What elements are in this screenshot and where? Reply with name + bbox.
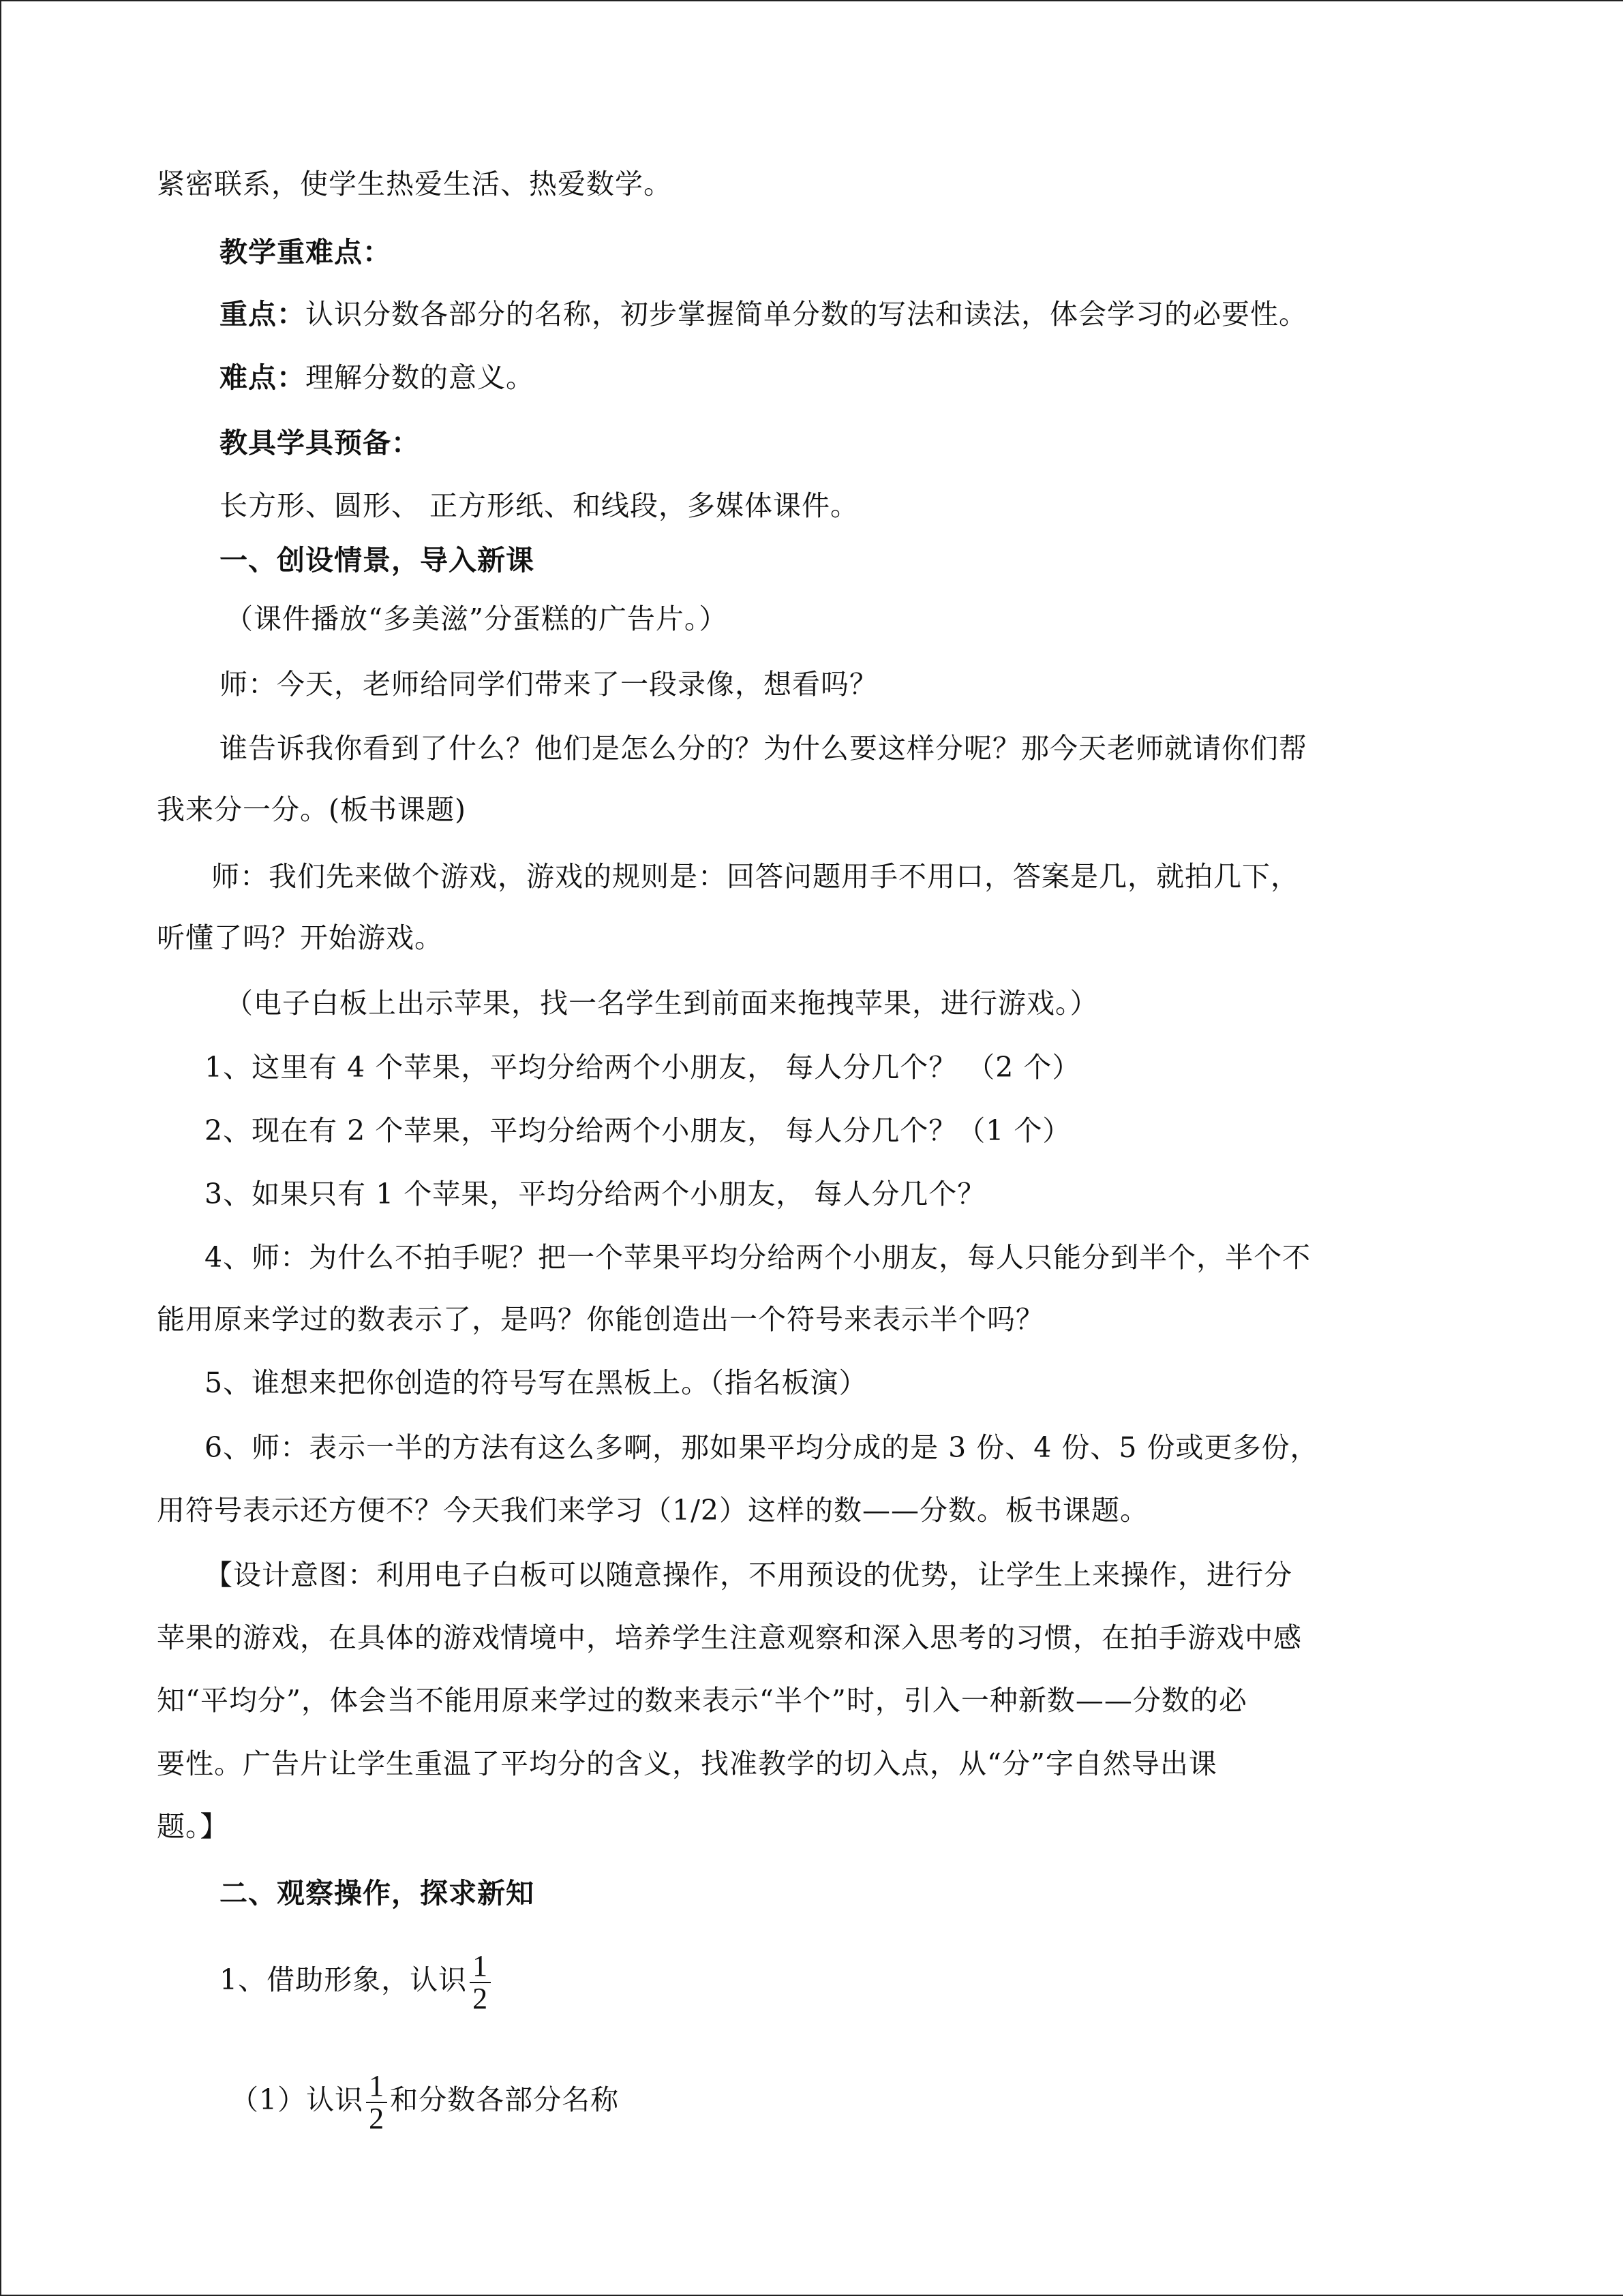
text-line: 能用原来学过的数表示了，是吗？你能创造出一个符号来表示半个吗？ [157, 1303, 1044, 1336]
design-intent-line: 要性。广告片让学生重温了平均分的含义，找准教学的切入点，从“分”字自然导出课 [157, 1747, 1217, 1780]
text-line: 谁告诉我你看到了什么？他们是怎么分的？为什么要这样分呢？那今天老师就请你们帮 [219, 732, 1307, 765]
text-line: 紧密联系，使学生热爱生活、热爱数学。 [157, 168, 672, 200]
design-intent-line: 题。】 [157, 1810, 229, 1843]
difficult-point-text: 理解分数的意义。 [305, 361, 534, 394]
item-recognize-half [219, 1942, 494, 2017]
subitem-prefix: （1）认识 [230, 2083, 364, 2116]
fraction-denominator: 2 [472, 1981, 489, 2015]
key-point-paragraph [219, 295, 1307, 333]
text-line: 用符号表示还方便不？今天我们来学习（1/2）这样的数——分数。板书课题。 [157, 1494, 1149, 1527]
difficult-point-label: 难点： [219, 361, 305, 394]
fraction-denominator: 2 [369, 2101, 385, 2135]
design-intent-line: 知“平均分”，体会当不能用原来学过的数来表示“半个”时，引入一种新数——分数的必 [157, 1684, 1247, 1717]
text-line: 师：今天，老师给同学们带来了一段录像，想看吗？ [219, 668, 878, 701]
fraction-one-half [470, 1950, 491, 2015]
text-line: 我来分一分。(板书课题) [157, 793, 466, 826]
list-item: 1、这里有 4 个苹果，平均分给两个小朋友， 每人分几个？ （2 个） [204, 1051, 1081, 1084]
heading-difficulty: 教学重难点： [219, 236, 391, 269]
fraction-one-half [366, 2070, 387, 2134]
fraction-numerator: 1 [470, 1950, 491, 1983]
section-heading-2: 二、观察操作，探求新知 [219, 1877, 534, 1910]
difficult-point-paragraph [219, 358, 534, 397]
section-heading-1: 一、创设情景，导入新课 [219, 544, 534, 577]
text-line: 长方形、圆形、 正方形纸、和线段，多媒体课件。 [219, 489, 860, 522]
text-line: （课件播放“多美滋”分蛋糕的广告片。） [225, 602, 728, 635]
list-item: 4、师：为什么不拍手呢？把一个苹果平均分给两个小朋友，每人只能分到半个，半个不 [204, 1241, 1311, 1274]
fraction-numerator: 1 [366, 2070, 387, 2103]
text-line: 师：我们先来做个游戏，游戏的规则是：回答问题用手不用口，答案是几，就拍几下， [211, 860, 1299, 893]
list-item: 2、现在有 2 个苹果，平均分给两个小朋友， 每人分几个？（1 个） [204, 1114, 1072, 1147]
design-intent-line: 苹果的游戏，在具体的游戏情境中，培养学生注意观察和深入思考的习惯，在拍手游戏中感 [157, 1621, 1302, 1654]
key-point-label: 重点： [219, 298, 305, 331]
list-item: 3、如果只有 1 个苹果，平均分给两个小朋友， 每人分几个？ [204, 1178, 986, 1210]
list-item: 5、谁想来把你创造的符号写在黑板上。（指名板演） [204, 1366, 868, 1399]
design-intent-line: 【设计意图：利用电子白板可以随意操作，不用预设的优势，让学生上来操作，进行分 [204, 1559, 1292, 1591]
subitem-half-parts [230, 2062, 619, 2137]
text-line: （电子白板上出示苹果，找一名学生到前面来拖拽苹果，进行游戏。） [225, 987, 1099, 1020]
heading-teaching-tools: 教具学具预备： [219, 427, 420, 459]
key-point-text: 认识分数各部分的名称，初步掌握简单分数的写法和读法，体会学习的必要性。 [305, 298, 1307, 331]
list-item: 6、师：表示一半的方法有这么多啊，那如果平均分成的是 3 份、4 份、5 份或更多份， [204, 1431, 1319, 1464]
subitem-suffix: 和分数各部分名称 [390, 2083, 620, 2116]
text-line: 听懂了吗？开始游戏。 [157, 921, 443, 954]
item-recognize-half-text: 1、借助形象，认识 [219, 1963, 468, 1996]
